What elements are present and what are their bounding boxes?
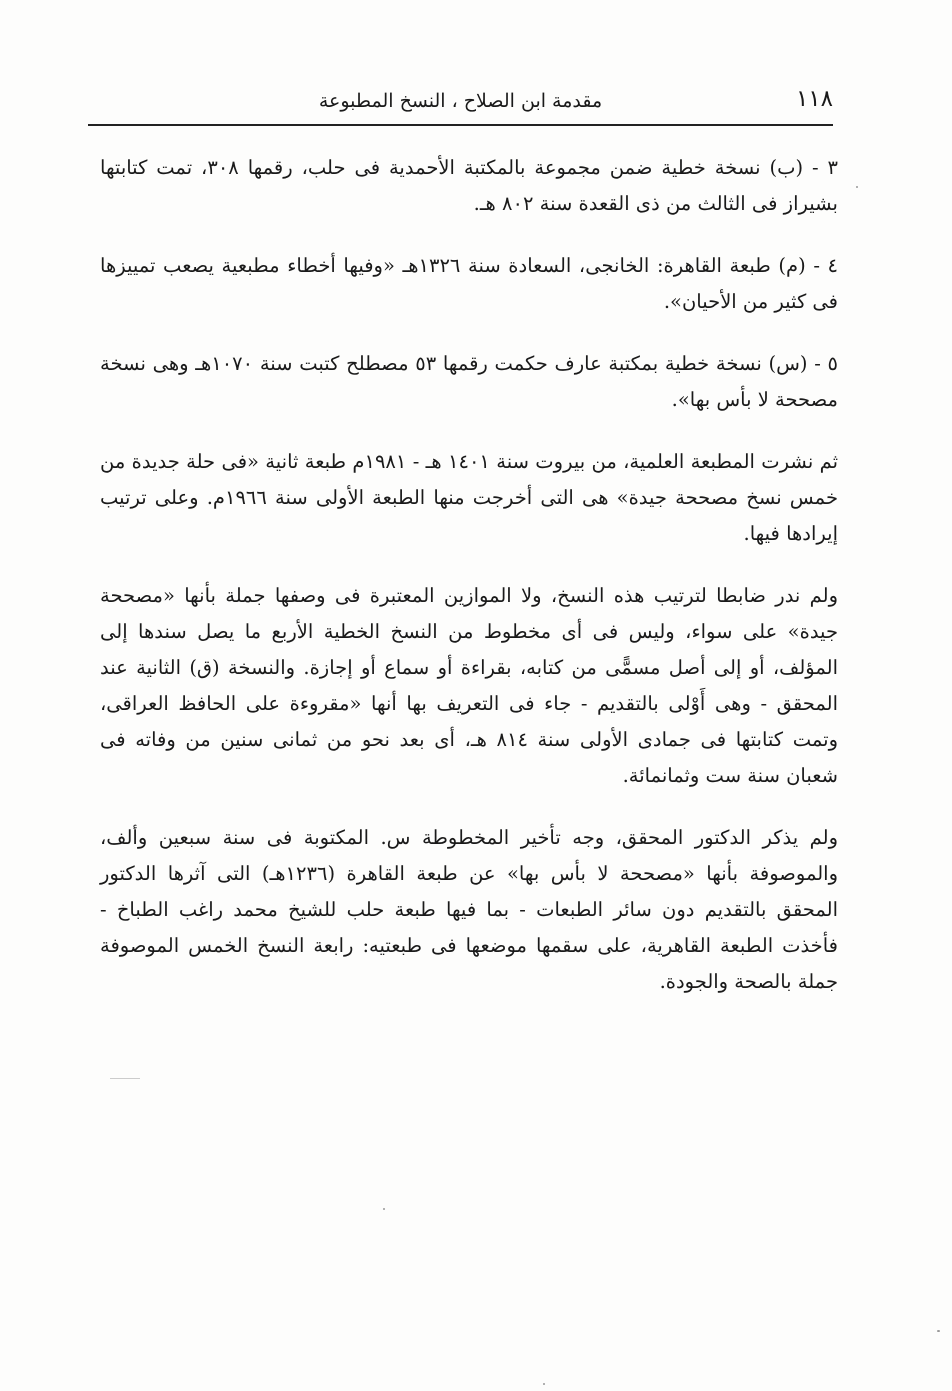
paragraph-manuscript-s: ولم يذكر الدكتور المحقق، وجه تأخير المخطوطة س. المكتوبة فى سنة سبعين وألف، والموصوفة بأنها «مصححة لا بأس بها» عن طبعة القاهرة (١٢٣٦هـ) التى آثرها الدكتور المحقق بالتقديم دون سائر الطبعات - بما فيها طبعة حلب للشيخ محمد راغب الطباخ - فأخذت الطبعة القاهرية، على سقمها موضعها فى طبعتيه: رابعة النسخ الخمس الموصوفة جملة بالصحة والجودة. — [100, 826, 838, 993]
scan-speck — [543, 1383, 545, 1385]
scan-speck — [856, 186, 858, 188]
paragraph-item-3: ٣ - (ب) نسخة خطية ضمن مجموعة بالمكتبة الأحمدية فى حلب، رقمها ٣٠٨، تمت كتابتها بشيراز فى الثالث من ذى القعدة سنة ٨٠٢ هـ. — [100, 156, 838, 215]
page-header — [88, 82, 833, 122]
paragraph-ordering: ولم ندر ضابطا لترتيب هذه النسخ، ولا الموازين المعتبرة فى وصفها جملة بأنها «مصححة جيدة» على سواء، وليس فى أى مخطوط من النسخ الخطية الأربع ما يصل سندها إلى المؤلف، أو إلى أصل مسمًّى من كتابه، بقراءة أو سماع أو إجازة. والنسخة (ق) الثانية عند المحقق - وهى أَوْلى بالتقديم - جاء فى التعريف بها أنها «مقروءة على الحافظ العراقى، وتمت كتابتها فى جمادى الأولى سنة ٨١٤ هـ، أى بعد نحو من ثمانى سنين من وفاته فى شعبان سنة ست وثمانمائة. — [100, 584, 838, 787]
page-number: ١١٨ — [795, 86, 833, 112]
paragraph-second-edition: ثم نشرت المطبعة العلمية، من بيروت سنة ١٤٠١ هـ - ١٩٨١م طبعة ثانية «فى حلة جديدة من خمس نسخ مصححة جيدة» هى التى أخرجت منها الطبعة الأولى سنة ١٩٦٦م. وعلى ترتيب إيرادها فيها. — [100, 450, 838, 545]
scan-speck — [937, 1330, 940, 1332]
running-title: مقدمة ابن الصلاح ، النسخ المطبوعة — [318, 90, 603, 112]
paragraph-item-4: ٤ - (م) طبعة القاهرة: الخانجى، السعادة سنة ١٣٢٦هـ «وفيها أخطاء مطبعية يصعب تمييزها فى كثير من الأحيان». — [100, 254, 838, 313]
header-rule — [88, 124, 833, 126]
scan-speck — [383, 1208, 385, 1210]
paragraph-item-5: ٥ - (س) نسخة خطية بمكتبة عارف حكمت رقمها ٥٣ مصطلح كتبت سنة ١٠٧٠هـ وهى نسخة مصححة لا بأس بها». — [100, 352, 838, 411]
scan-speck — [110, 1078, 140, 1079]
body-text — [100, 150, 838, 1018]
